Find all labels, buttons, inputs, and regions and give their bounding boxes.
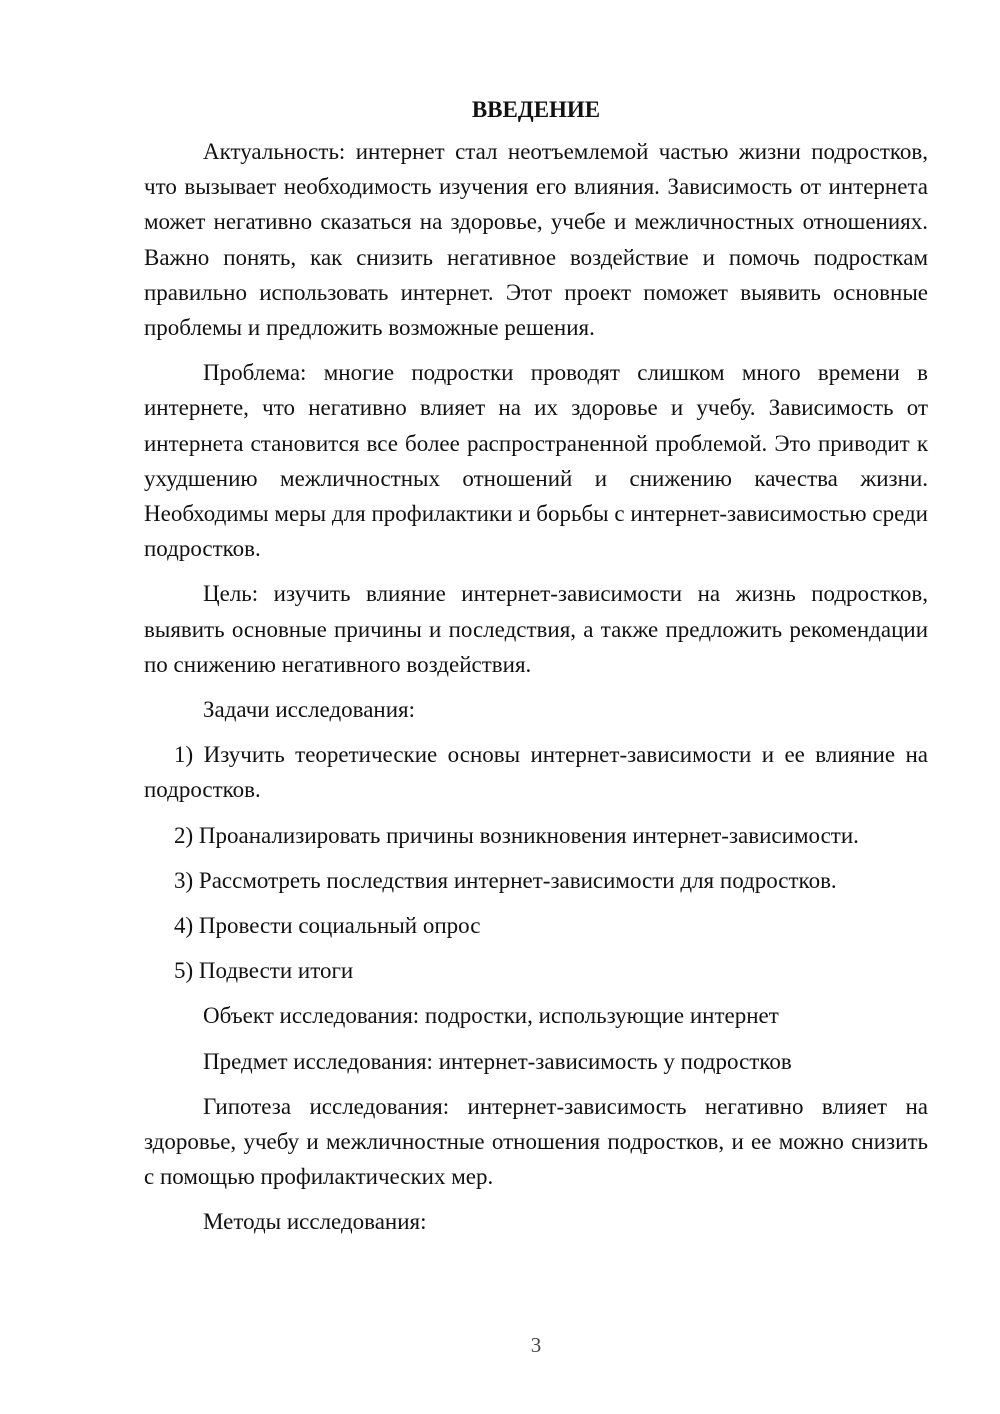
subject-paragraph: Предмет исследования: интернет-зависимость у подростков — [203, 1048, 792, 1074]
page-content — [144, 92, 928, 1250]
problem-paragraph: Проблема: многие подростки проводят слишком много времени в интернете, что негативно влияет на их здоровье и учебу. Зависимость от интернета становится все более распространенной проблемой. Это приводит к ухудшению межличностных отношений и снижению качества жизни. Необходимы меры для профилактики и борьбы с интернет-зависимостью среди подростков. — [144, 360, 928, 562]
hypothesis-paragraph: Гипотеза исследования: интернет-зависимость негативно влияет на здоровье, учебу и межличностные отношения подростков, и ее можно снизить с помощью профилактических мер. — [144, 1093, 928, 1190]
task-item-3: 3) Рассмотреть последствия интернет-зависимости для подростков. — [174, 867, 837, 893]
object-paragraph: Объект исследования: подростки, использующие интернет — [203, 1003, 779, 1029]
task-item-2: 2) Проанализировать причины возникновения интернет-зависимости. — [174, 822, 859, 848]
task-item-4: 4) Провести социальный опрос — [174, 913, 481, 939]
task-item-1: 1) Изучить теоретические основы интернет-зависимости и ее влияние на подростков. — [144, 742, 928, 803]
tasks-title: Задачи исследования: — [203, 697, 416, 723]
relevance-paragraph: Актуальность: интернет стал неотъемлемой частью жизни подростков, что вызывает необходимость изучения его влияния. Зависимость от интернета может негативно сказаться на здоровье, учебе и межличностных отношениях. Важно понять, как снизить негативное воздействие и помочь подросткам правильно использовать интернет. Этот проект поможет выявить основные проблемы и предложить возможные решения. — [144, 139, 928, 341]
goal-paragraph: Цель: изучить влияние интернет-зависимости на жизнь подростков, выявить основные причины и последствия, а также предложить рекомендации по снижению негативного воздействия. — [144, 581, 928, 677]
page-number: 3 — [530, 1333, 542, 1357]
section-heading: ВВЕДЕНИЕ — [471, 97, 601, 122]
methods-title: Методы исследования: — [203, 1209, 427, 1235]
task-item-5: 5) Подвести итоги — [174, 958, 354, 984]
